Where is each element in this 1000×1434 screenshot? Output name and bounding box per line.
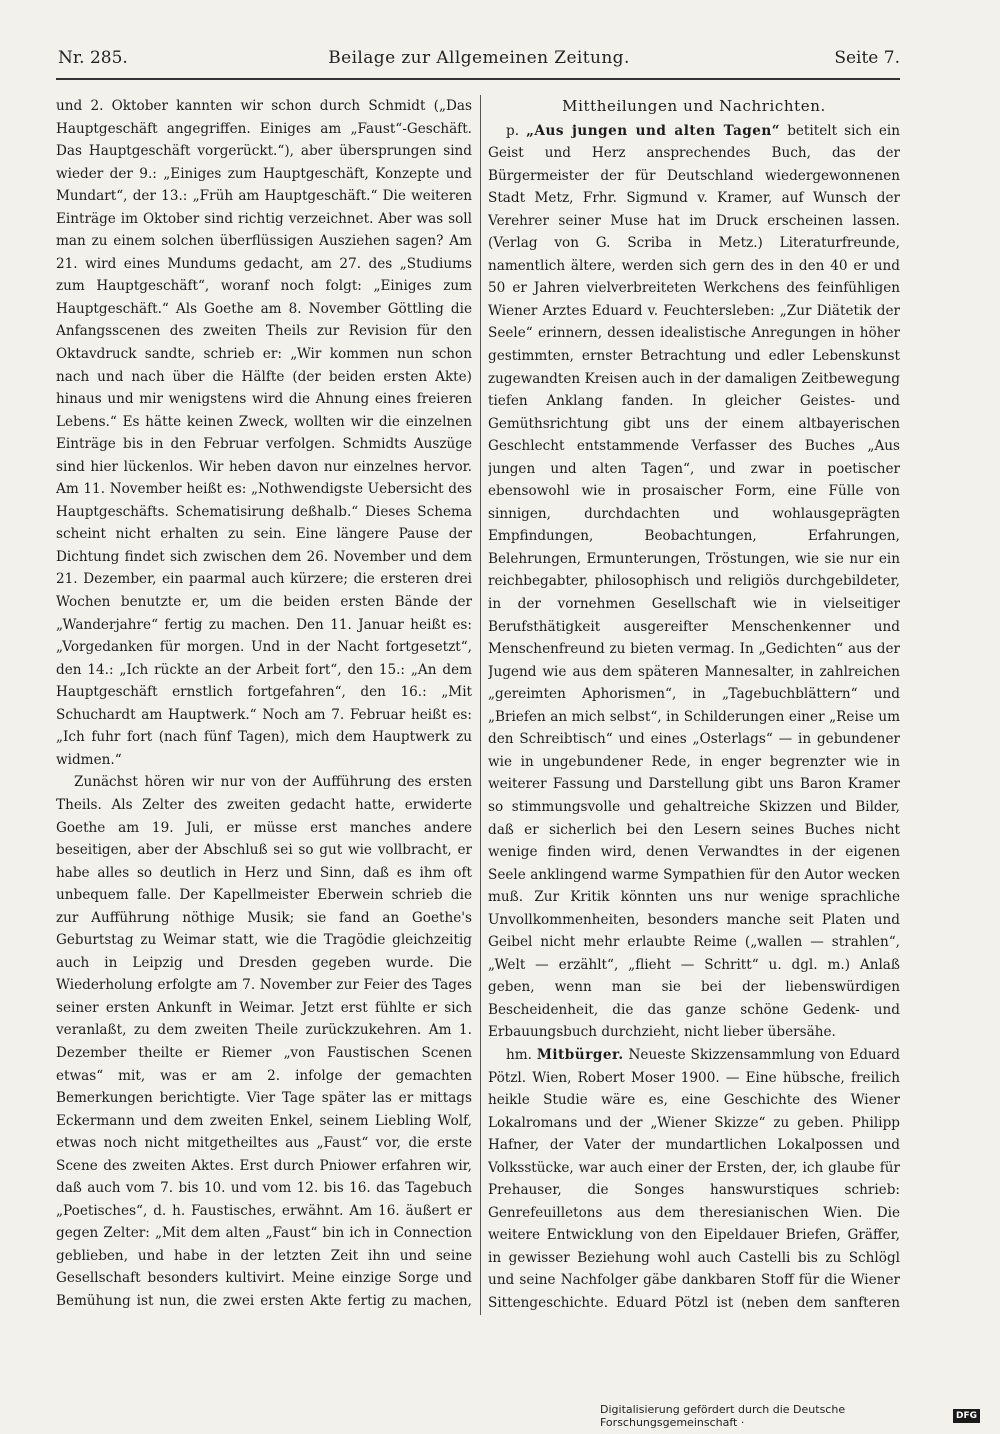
supplement-title: Beilage zur Allgemeinen Zeitung.	[328, 48, 630, 68]
dfg-logo-icon: DFG	[953, 1409, 980, 1423]
credit-text: Digitalisierung gefördert durch die Deutsche Forschungsgemeinschaft ·	[600, 1403, 846, 1429]
news-item-1-text: betitelt sich ein Geist und Herz ansprechendes Buch, das der Bürgermeister der für Deutschland wiedergewonnenen Stadt Metz, Frhr. Sigmund v. Kramer, auf Wunsch der Verehrer seiner Muse hat im Druck erscheinen lassen. (Verlag von G. Scriba in Metz.) Literaturfreunde, namentlich ältere, werden sich gern des in den 40 er und 50 er Jahren vielverbreiteten Werkchens des feinfühligen Wiener Arztes Eduard v. Feuchtersleben: „Zur Diätetik der Seele“ erinnern, dessen idealistische Anregungen in höher gestimmten, ernster Betrachtung und edler Lebenskunst zugewandten Kreisen auch in der damaligen Zeitbewegung tiefen Anklang fanden. In gleicher Geistes- und Gemüthsrichtung gibt uns der einem altbayerischen Geschlecht entstammende Verfasser des Buches „Aus jungen und alten Tagen“, und zwar in poetischer ebensowohl wie in prosaischer Form, eine Fülle von sinnigen, durchdachten und wohlausgeprägten Empfindungen, Beobachtungen, Erfahrungen, Belehrungen, Ermunterungen, Tröstungen, wie sie nur ein reichbegabter, philosophisch und religiös durchgebildeter, in der vornehmen Gesellschaft wie in vielseitiger Berufsthätigkeit ausgereifter Menschenkenner und Menschenfreund zu bieten vermag. In „Gedichten“ aus der Jugend wie aus dem späteren Mannesalter, in zahlreichen „gereimten Aphorismen“, in „Tagebuchblättern“ und „Briefen an mich selbst“, in Schilderungen einer „Reise um den Schreibtisch“ und eines „Osterlags“ — in gebundener wie in ungebundener Rede, in enger begrenzter wie in weiterer Fassung und Darstellung gibt uns Baron Kramer so stimmungsvolle und gehaltreiche Skizzen und Bilder, daß er sicherlich bei den Lesern seines Buches nicht wenige finden wird, denen Verwandtes in der eigenen Seele anklingend warme Sympathien für den Autor wecken muß. Zur Kritik könnten uns nur wenige sprachliche Unvollkommenheiten, besonders manche seit Platen und Geibel nicht mehr erlaubte Reime („wallen — strahlen“, „Welt — erzählt“, „flieht — Schritt“ u. dgl. m.) Anlaß geben, wenn man sie bei der liebenswürdigen Bescheidenheit, die das ganze schöne Gedenk- und Erbauungsbuch durchzieht, nicht lieber übersähe.	[488, 122, 900, 1041]
column-divider	[480, 95, 481, 1315]
news-item-1-prefix: p.	[506, 122, 520, 139]
left-paragraph-2: Zunächst hören wir nur von der Aufführung des ersten Theils. Als Zelter des zweiten gedacht hatte, erwiderte Goethe am 19. Juli, er müsse erst manches andere beseitigen, aber der Abschluß sei so gut wie vollbracht, er habe alles so deutlich in Herz und Sinn, daß es ihm oft unbequem falle. Der Kapellmeister Eberwein schrieb die zur Aufführung nöthige Musik; sie fand an Goethe's Geburtstag zu Weimar statt, wie die Tragödie gleichzeitig auch in Leipzig und Dresden gegeben wurde. Die Wiederholung erfolgte am 7. November zur Feier des Tages seiner ersten Ankunft in Weimar. Jetzt erst fühlte er sich veranlaßt, zu dem zweiten Theile zurückzukehren. Am 1. Dezember theilte er Riemer „von Faustischen Scenen etwas“ mit, was er am 2. infolge der gemachten Bemerkungen berichtigte. Vier Tage später las er mittags Eckermann und dem zweiten Enkel, seinem Liebling Wolf, etwas noch nicht mitgetheiltes aus „Faust“ vor, die erste Scene des zweiten Aktes. Erst durch Pniower erfahren wir, daß auch vom 7. bis 10. und vom 12. bis 16. das Tagebuch „Poetisches“, d. h. Faustisches, erwähnt. Am 16. äußert er gegen Zelter: „Mit dem alten „Faust“ bin ich in Connection geblieben, und habe in der letzten Zeit ihn und seine Gesellschaft besonders kultivirt. Meine einzige Sorge und Bemühung ist nun, die zwei ersten Akte fertig zu machen,	[56, 774, 472, 1309]
news-item-2-prefix: hm.	[506, 1046, 532, 1063]
news-item-2-lead: Mitbürger.	[536, 1046, 624, 1063]
page-number: Seite 7.	[834, 48, 900, 68]
digitization-credit	[600, 1403, 980, 1429]
right-column	[488, 95, 900, 1314]
page-header	[58, 48, 900, 74]
issue-number: Nr. 285.	[58, 48, 128, 68]
news-item-2-text: Neueste Skizzensammlung von Eduard Pötzl. Wien, Robert Moser 1900. — Eine hübsche, freilich heikle Studie wäre es, eine Geschichte des Wiener Lokalromans und der „Wiener Skizze“ zu geben. Philipp Hafner, der Vater der mundartlichen Lokalpossen und Volksstücke, war auch einer der Ersten, der, ich glaube für Prehauser, die Songes hanswurstiques schrieb: Genrefeuilletons aus dem theresianischen Wien. Die weitere Entwicklung von den Eipeldauer Briefen, Gräffer, in gewisser Beziehung wohl auch Castelli bis zu Schlögl und seine Nachfolger gäbe dankbaren Stoff für die Wiener Sittengeschichte. Eduard Pötzl ist (neben dem sanfteren	[488, 1046, 900, 1311]
left-paragraph-1: und 2. Oktober kannten wir schon durch Schmidt („Das Hauptgeschäft angegriffen. Einiges am „Faust“-Geschäft. Das Hauptgeschäft vorgerückt.“), aber übersprungen sind wieder der 9.: „Einiges zum Hauptgeschäft, Konzepte und Mundart“, der 13.: „Früh am Hauptgeschäft.“ Die weiteren Einträge im Oktober sind richtig verzeichnet. Aber was soll man zu einem solchen überflüssigen Ausziehen sagen? Am 21. wird eines Mundums gedacht, am 27. des „Studiums zum Hauptgeschäft“, woranf noch folgt: „Einiges zum Hauptgeschäft.“ Als Goethe am 8. November Göttling die Anfangsscenen des zweiten Theils zur Revision für den Oktavdruck sandte, schrieb er: „Wir kommen nun schon nach und nach über die Hälfte (der beiden ersten Akte) hinaus und mir wenigstens wird die Ahnung eines freieren Lebens.“ Es hätte keinen Zweck, wollten wir die einzelnen Einträge bis in den Februar verfolgen. Schmidts Auszüge sind hier lückenlos. Wir heben davon nur einzelnes hervor. Am 11. November heißt es: „Nothwendigste Uebersicht des Hauptgeschäfts. Schematisirung deßhalb.“ Dieses Schema scheint nicht erhalten zu sein. Eine längere Pause der Dichtung findet sich zwischen dem 26. November und dem 21. Dezember, ein paarmal auch kürzere; die ersteren drei Wochen benutzte er, um die beiden ersten Bände der „Wanderjahre“ fertig zu machen. Den 11. Januar heißt es: „Vorgedanken für morgen. Und in der Nacht fortgesetzt“, den 14.: „Ich rückte an der Arbeit fort“, den 15.: „An dem Hauptgeschäft ernstlich fortgefahren“, den 16.: „Mit Schuchardt am Hauptwerk.“ Noch am 7. Februar heißt es: „Ich fuhr fort (nach fünf Tagen), mich dem Hauptwerk zu widmen.“	[56, 98, 472, 768]
section-title: Mittheilungen und Nachrichten.	[562, 97, 826, 115]
news-item-1	[488, 120, 900, 1044]
news-item-2	[488, 1044, 900, 1314]
left-column	[56, 95, 472, 1314]
header-rule	[56, 78, 900, 80]
news-item-1-lead: „Aus jungen und alten Tagen“	[526, 122, 781, 139]
